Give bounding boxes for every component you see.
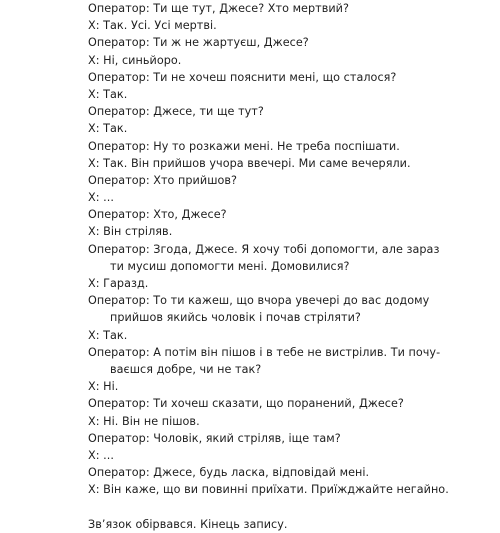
dialogue-line: Оператор: Ти ж не жартуєш, Джесе? [88,36,309,50]
dialogue-line-continuation: ти мусиш допомогти мені. Домовилися? [110,259,350,273]
dialogue-line: Оператор: Ну то розкажи мені. Не треба поспішати. [88,139,400,153]
dialogue-line: Оператор: Джесе, ти ще тут? [88,105,264,119]
dialogue-line-continuation: прийшов якийсь чоловік і почав стріляти? [110,311,361,325]
dialogue-line: Х: Він каже, що ви повинні приїхати. Приїжджайте негайно. [88,483,449,497]
dialogue-line: Оператор: Ти ще тут, Джесе? Хто мертвий? [88,2,349,15]
transcript-page [88,0,449,533]
dialogue-line: Оператор: Хто прийшов? [88,173,238,187]
dialogue-line: Х: Так. [88,328,128,342]
dialogue-line: Оператор: Хто, Джесе? [88,208,227,222]
dialogue-line: Оператор: А потім він пішов і в тебе не вистрілив. Ти почу- [88,345,441,359]
dialogue-transcript [88,0,449,498]
dialogue-line: Х: Так. Усі. Усі мертві. [88,19,217,33]
ending-note: Зв’язок обірвався. Кінець запису. [88,517,288,531]
dialogue-line: Оператор: Ти не хочеш пояснити мені, що сталося? [88,70,397,84]
dialogue-line: Оператор: Джесе, будь ласка, відповідай мені. [88,466,370,480]
dialogue-line: Х: Ні. [88,380,119,394]
dialogue-line: Х: Ні, синьйоро. [88,53,182,67]
dialogue-line: Х: Так. [88,122,128,136]
dialogue-line: Х: ... [88,191,114,205]
dialogue-line: Х: ... [88,448,114,462]
dialogue-line: Оператор: Згода, Джесе. Я хочу тобі допомогти, але зараз [88,242,440,256]
dialogue-line-continuation: ваєшся добре, чи не так? [110,362,262,376]
dialogue-line: Х: Так. [88,87,128,101]
dialogue-line: Оператор: Ти хочеш сказати, що поранений, Джесе? [88,397,404,411]
dialogue-line: Оператор: Чоловік, який стріляв, іще там? [88,431,341,445]
dialogue-line: Х: Він стріляв. [88,225,173,239]
dialogue-line: Х: Так. Він прийшов учора ввечері. Ми саме вечеряли. [88,156,411,170]
dialogue-line: Х: Гаразд. [88,277,149,290]
paragraph-spacer [88,498,418,515]
dialogue-line: Х: Ні. Він не пішов. [88,414,200,428]
dialogue-line: Оператор: То ти кажеш, що вчора увечері до вас додому [88,294,430,308]
